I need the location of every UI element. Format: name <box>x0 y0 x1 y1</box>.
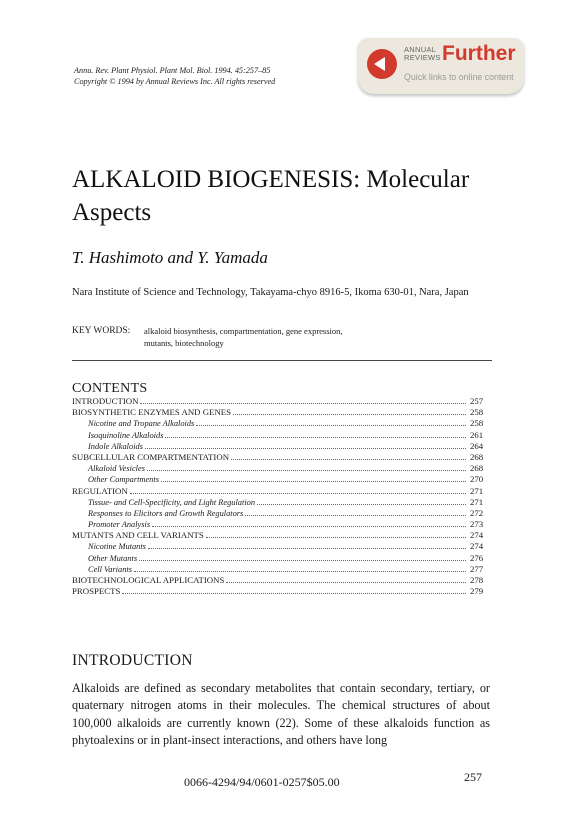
toc-entry-page: 272 <box>470 507 484 518</box>
keywords-list: alkaloid biosynthesis, compartmentation, gene expression, mutants, biotechnology <box>144 326 343 348</box>
toc-entry-page: 274 <box>470 530 484 541</box>
toc-entry-label: PROSPECTS <box>72 586 121 597</box>
toc-entry[interactable] <box>72 396 492 407</box>
toc-entry[interactable] <box>72 519 492 530</box>
contents-heading: CONTENTS <box>72 381 148 396</box>
toc-entry-label: Alkaloid Vesicles <box>88 464 145 474</box>
toc-entry[interactable] <box>72 497 492 508</box>
article-code: 0066-4294/94/0601-0257$05.00 <box>184 775 340 789</box>
further-wordmark: Further <box>442 42 516 65</box>
toc-entry[interactable] <box>72 418 492 429</box>
arrow-left-icon <box>367 49 397 79</box>
article-authors: T. Hashimoto and Y. Yamada <box>72 248 268 267</box>
toc-entry[interactable] <box>72 430 492 441</box>
toc-entry-page: 261 <box>470 429 484 440</box>
toc-entry-label: Nicotine and Tropane Alkaloids <box>88 419 195 429</box>
toc-leader-dots <box>140 403 466 404</box>
introduction-paragraph: Alkaloids are defined as secondary metabolites that contain secondary, tertiary, or quaternary nitrogen atoms in their molecules. The chemical structures of about 100,000 alkaloids are currently known (22). Some of these alkaloids function as phytoalexins or in plant-insect interactions, and others have long <box>72 681 490 748</box>
toc-entry[interactable] <box>72 486 492 497</box>
toc-leader-dots <box>147 470 466 471</box>
page-number: 257 <box>464 770 482 784</box>
header-divider <box>72 360 492 361</box>
toc-leader-dots <box>226 582 466 583</box>
toc-leader-dots <box>257 504 466 505</box>
toc-entry[interactable] <box>72 508 492 519</box>
toc-leader-dots <box>130 493 466 494</box>
toc-leader-dots <box>152 526 466 527</box>
journal-citation <box>74 66 275 87</box>
annual-reviews-label: ANNUAL REVIEWS <box>404 45 441 62</box>
toc-entry[interactable] <box>72 575 492 586</box>
toc-entry-page: 278 <box>470 575 484 585</box>
toc-leader-dots <box>233 414 466 415</box>
toc-entry-label: Tissue- and Cell-Specificity, and Light Regulation <box>88 497 256 507</box>
further-tagline: Quick links to online content <box>404 72 514 82</box>
toc-entry-label: Nicotine Mutants <box>88 542 146 552</box>
toc-entry[interactable] <box>72 564 492 575</box>
toc-entry[interactable] <box>72 586 492 597</box>
toc-entry-page: 271 <box>470 496 484 507</box>
toc-leader-dots <box>122 593 466 594</box>
toc-entry[interactable] <box>72 474 492 485</box>
toc-entry[interactable] <box>72 541 492 552</box>
journal-citation-line: Annu. Rev. Plant Physiol. Plant Mol. Biol. 1994. 45:257–85 <box>74 66 271 75</box>
toc-entry-label: Indole Alkaloids <box>88 441 143 451</box>
toc-entry[interactable] <box>72 553 492 564</box>
toc-entry-page: 264 <box>470 440 484 451</box>
toc-entry-label: Other Mutants <box>88 553 138 563</box>
toc-leader-dots <box>245 515 466 516</box>
toc-entry-label: INTRODUCTION <box>72 396 139 406</box>
toc-leader-dots <box>145 448 466 449</box>
article-title: ALKALOID BIOGENESIS: Molecular Aspects <box>72 166 470 226</box>
toc-entry-page: 279 <box>470 586 484 597</box>
toc-entry-label: Other Compartments <box>88 475 159 485</box>
toc-leader-dots <box>148 548 466 549</box>
toc-leader-dots <box>196 425 466 426</box>
section-heading-introduction: INTRODUCTION <box>72 652 193 669</box>
toc-entry-page: 257 <box>470 396 484 406</box>
toc-entry-label: BIOTECHNOLOGICAL APPLICATIONS <box>72 575 225 585</box>
toc-entry-label: BIOSYNTHETIC ENZYMES AND GENES <box>72 407 232 418</box>
toc-entry-page: 258 <box>470 418 484 429</box>
toc-entry-page: 270 <box>470 474 484 485</box>
toc-entry[interactable] <box>72 452 492 463</box>
toc-entry-page: 277 <box>470 563 484 574</box>
copyright-line: Copyright © 1994 by Annual Reviews Inc. All rights reserved <box>74 76 276 86</box>
toc-entry-label: Cell Variants <box>88 564 132 574</box>
toc-leader-dots <box>134 571 466 572</box>
toc-entry[interactable] <box>72 407 492 418</box>
toc-entry-page: 276 <box>470 552 484 563</box>
toc-entry-page: 271 <box>470 485 484 496</box>
toc-entry-label: REGULATION <box>72 485 128 496</box>
toc-entry-page: 258 <box>470 407 484 418</box>
toc-leader-dots <box>165 437 466 438</box>
toc-leader-dots <box>161 481 466 482</box>
toc-entry-label: Isoquinoline Alkaloids <box>88 430 164 440</box>
toc-entry[interactable] <box>72 463 492 474</box>
toc-leader-dots <box>206 537 466 538</box>
toc-entry[interactable] <box>72 441 492 452</box>
keywords-label: KEY WORDS: <box>72 326 131 336</box>
toc-entry-page: 273 <box>470 519 484 530</box>
toc-leader-dots <box>139 560 466 561</box>
toc-entry-label: MUTANTS AND CELL VARIANTS <box>72 530 204 541</box>
toc-entry-label: Responses to Elicitors and Growth Regulators <box>88 508 244 518</box>
toc-entry[interactable] <box>72 530 492 541</box>
toc-entry-label: Promoter Analysis <box>88 520 151 530</box>
author-affiliation: Nara Institute of Science and Technology, Takayama-chyo 8916-5, Ikoma 630-01, Nara, Japan <box>72 287 469 298</box>
toc-leader-dots <box>231 459 466 460</box>
toc-entry-label: SUBCELLULAR COMPARTMENTATION <box>72 451 230 462</box>
toc-entry-page: 268 <box>470 463 484 474</box>
further-badge[interactable] <box>358 38 524 94</box>
table-of-contents <box>72 396 492 597</box>
toc-entry-page: 268 <box>470 451 484 462</box>
toc-entry-page: 274 <box>470 541 484 552</box>
